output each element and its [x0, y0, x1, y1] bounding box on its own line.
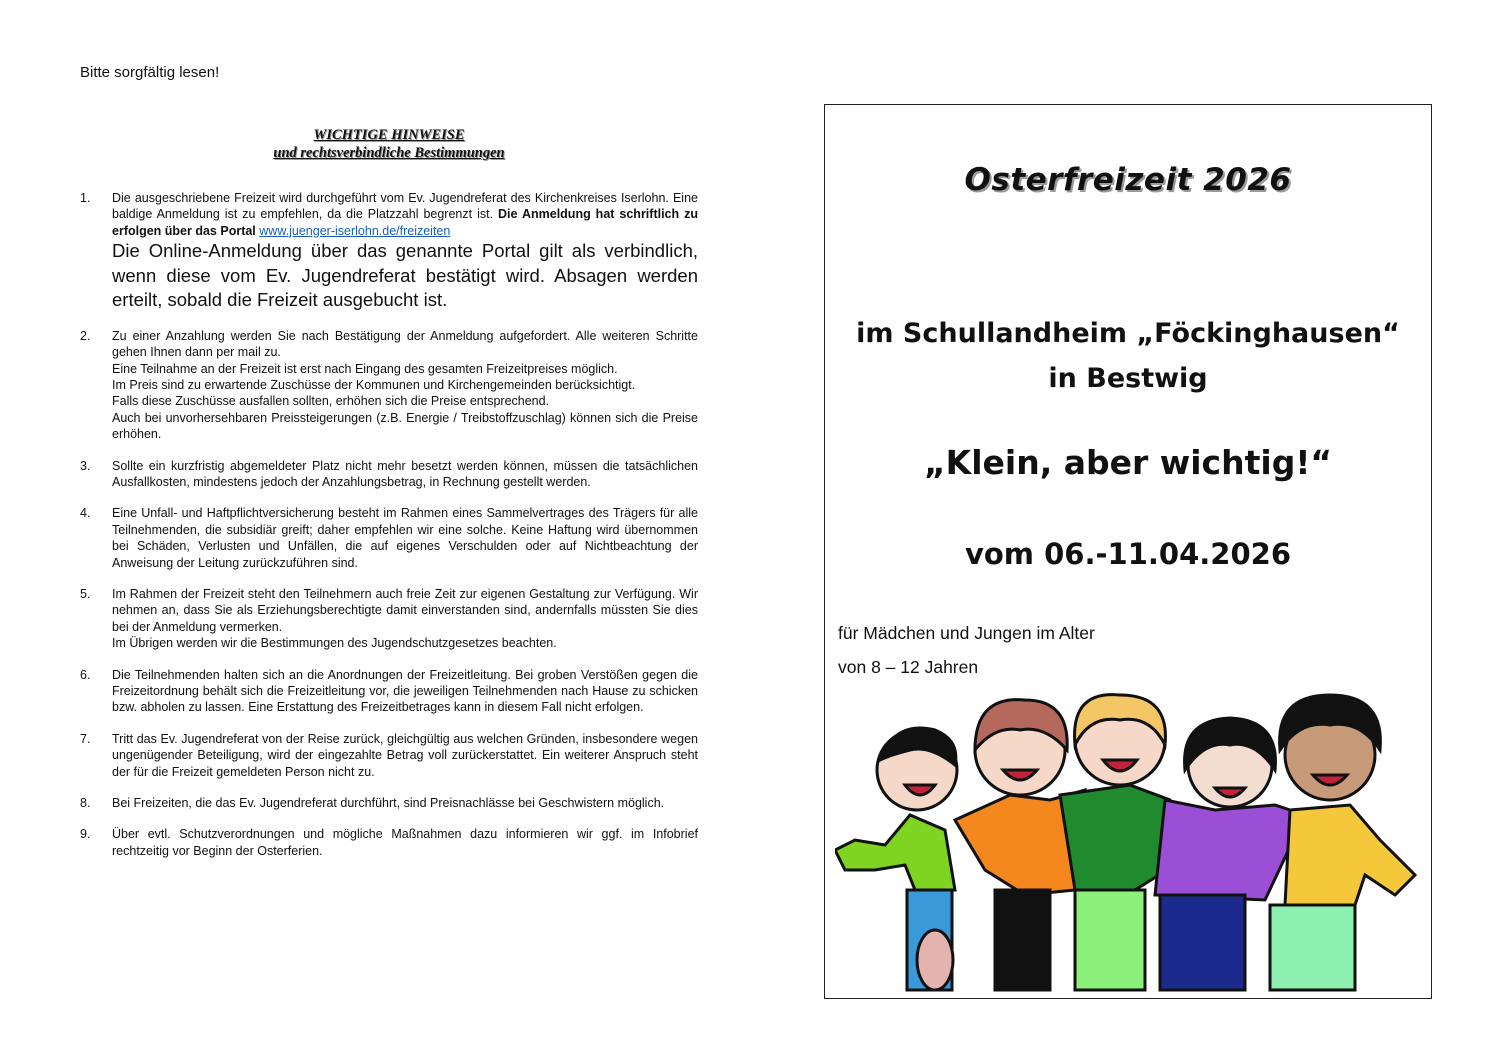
terms-item — [80, 795, 698, 811]
location-line1: im Schullandheim „Föckinghausen“ — [856, 318, 1400, 349]
item-line: Bei Freizeiten, die das Ev. Jugendreferat durchführt, sind Preisnachlässe bei Geschwistern möglich. — [112, 796, 665, 811]
terms-heading-line2: und rechtsverbindliche Bestimmungen — [273, 145, 505, 161]
terms-item — [80, 731, 698, 780]
kid-dark-green — [1060, 695, 1175, 990]
item-number: 1. — [80, 191, 91, 205]
item-line: Falls diese Zuschüsse ausfallen sollten, erhöhen sich die Preise entsprechend. — [112, 394, 550, 409]
five-cheering-kids-illustration — [835, 690, 1420, 995]
registration-note: Die Anmeldung hat schriftlich zu erfolgen über das Portal — [112, 207, 698, 238]
terms-item — [80, 586, 698, 652]
item-line: Im Preis sind zu erwartende Zuschüsse der Kommunen und Kirchengemeinden berücksichtigt. — [112, 377, 636, 392]
item-number: 9. — [80, 827, 91, 842]
item-number: 3. — [80, 458, 91, 473]
terms-item — [80, 190, 698, 313]
terms-item — [80, 458, 698, 491]
terms-item — [80, 328, 698, 443]
flyer-audience: für Mädchen und Jungen im Alter — [838, 623, 1095, 643]
flyer-panel — [824, 104, 1432, 999]
item-line: Auch bei unvorhersehbaren Preissteigerungen (z.B. Energie / Treibstoffzuschlag) können sich die Preise erhöhen. — [112, 410, 698, 442]
item-number: 4. — [80, 506, 91, 521]
item-line: Über evtl. Schutzverordnungen und mögliche Maßnahmen dazu informieren wir ggf. im Infobrief rechtzeitig vor Beginn der Osterferien. — [112, 827, 698, 858]
item-line: Tritt das Ev. Jugendreferat von der Reise zurück, gleichgültig aus welchen Gründen, insbesondere wegen ungenügender Beteiligung, wird der eingezahlte Betrag voll zurückerstattet. Ein weiterer Anspruch steht der für die Freizeit gemeldeten Person nicht zu. — [112, 731, 698, 779]
item-number: 7. — [80, 731, 91, 746]
terms-item — [80, 667, 698, 716]
read-carefully-note: Bitte sorgfältig lesen! — [80, 64, 220, 81]
item-number: 8. — [80, 796, 91, 811]
flyer-location — [825, 311, 1431, 401]
item-line: Eine Teilnahme an der Freizeit ist erst nach Eingang des gesamten Freizeitpreises möglich. — [112, 361, 618, 376]
item-line: Im Übrigen werden wir die Bestimmungen des Jugendschutzgesetzes beachten. — [112, 636, 557, 651]
item-number: 5. — [80, 587, 91, 601]
online-registration-text: Die Online-Anmeldung über das genannte Portal gilt als verbindlich, wenn diese vom Ev. Jugendreferat bestätigt wird. Absagen werden erteilt, sobald die Freizeit ausgebucht ist. — [112, 240, 698, 311]
item-number: 2. — [80, 328, 91, 343]
flyer-title: Osterfreizeit 2026 — [964, 162, 1292, 198]
terms-heading-line1: WICHTIGE HINWEISE — [313, 127, 465, 143]
terms-item — [80, 826, 698, 859]
terms-heading — [80, 126, 698, 162]
item-number: 6. — [80, 667, 91, 682]
flyer-motto: „Klein, aber wichtig!“ — [923, 443, 1333, 482]
terms-list — [80, 190, 698, 859]
item-line: Zu einer Anzahlung werden Sie nach Bestätigung der Anmeldung aufgefordert. Alle weiteren Schritte gehen Ihnen dann per mail zu. — [112, 328, 698, 360]
location-line2: in Bestwig — [1048, 363, 1208, 394]
terms-column — [80, 126, 698, 874]
item-text: Die ausgeschriebene Freizeit wird durchgeführt vom Ev. Jugendreferat des Kirchenkreises Iserlohn. Eine baldige Anmeldung ist zu empfehlen, da die Platzzahl begrenzt ist. Die Anmeldung hat schriftlich zu erfolgen über das Portal www.juenger-iserlohn.de/freizeiten — [112, 191, 698, 238]
item-line: Im Rahmen der Freizeit steht den Teilnehmern auch freie Zeit zur eigenen Gestaltung zur Verfügung. Wir nehmen an, dass Sie als Erziehungsberechtigte damit einverstanden sind, andernfalls müssten Sie dies bei der Anmeldung vermerken. — [112, 587, 698, 634]
terms-item — [80, 505, 698, 571]
flyer-dates: vom 06.-11.04.2026 — [964, 537, 1291, 571]
flyer-age: von 8 – 12 Jahren — [838, 657, 979, 677]
portal-link[interactable]: www.juenger-iserlohn.de/freizeiten — [259, 223, 451, 238]
item-line: Sollte ein kurzfristig abgemeldeter Platz nicht mehr besetzt werden können, müssen die tatsächlichen Ausfallkosten, mindestens jedoch der Anzahlungsbetrag, in Rechnung gestellt werden. — [112, 458, 698, 489]
kid-yellow — [1270, 695, 1415, 990]
item-line: Eine Unfall- und Haftpflichtversicherung besteht im Rahmen eines Sammelvertrages des Trägers für alle Teilnehmenden, die subsidiär greift; daher empfehlen wir eine solche. Keine Haftung wird übernommen bei Schäden, Verlusten und Unfällen, die auf eigenes Verschulden oder auf Nichtbeachtung der Anweisung der Leitung zurückzuführen sind. — [112, 506, 698, 570]
item-line: Die Teilnehmenden halten sich an die Anordnungen der Freizeitleitung. Bei groben Verstößen gegen die Freizeitordnung behält sich die Freizeitleitung vor, die jeweiligen Teilnehmenden nach Hause zu schicken bzw. abholen zu lassen. Eine Erstattung des Freizeitbetrages kann in diesem Fall nicht erfolgen. — [112, 667, 698, 715]
